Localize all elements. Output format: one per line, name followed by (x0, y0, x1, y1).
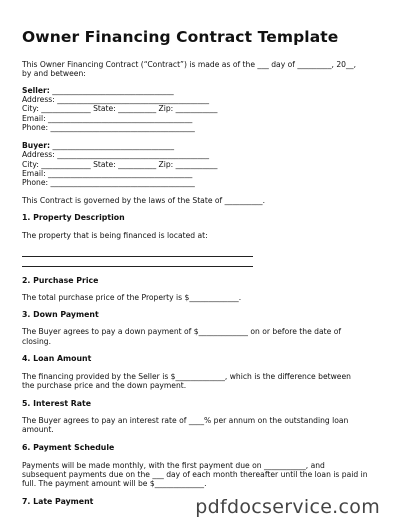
governing-law: This Contract is governed by the laws of the State of __________. (22, 196, 266, 205)
section-3-line-1: The Buyer agrees to pay a down payment of $_____________ on or before the date of (22, 327, 342, 336)
section-heading-property-description: 1. Property Description (22, 213, 125, 222)
section-6-line-2: subsequent payments due on the ___ day of each month thereafter until the loan is paid in (22, 470, 368, 479)
seller-address: Address: ________________________________________ (22, 95, 210, 104)
intro-line-1: This Owner Financing Contract (“Contract”) is made as of the ___ day of _________, 20__, (22, 60, 357, 69)
seller-name-row (22, 86, 174, 95)
section-1-line-1: The property that is being financed is located at: (22, 231, 208, 240)
buyer-email: Email: ______________________________________ (22, 169, 193, 178)
buyer-name-blank: ________________________________ (52, 141, 174, 150)
section-heading-down-payment: 3. Down Payment (22, 310, 99, 319)
seller-label: Seller: (22, 86, 50, 95)
section-heading-loan-amount: 4. Loan Amount (22, 354, 92, 363)
seller-email: Email: ______________________________________ (22, 114, 193, 123)
section-2-line-1: The total purchase price of the Property is $_____________. (22, 293, 242, 302)
property-address-blank-1 (22, 256, 253, 257)
buyer-name-row (22, 141, 174, 150)
intro-line-2: by and between: (22, 69, 86, 78)
section-heading-purchase-price: 2. Purchase Price (22, 276, 99, 285)
section-6-line-1: Payments will be made monthly, with the first payment due on ___________, and (22, 461, 325, 470)
seller-city-state-zip: City: _____________ State: __________ Zip: ___________ (22, 104, 218, 113)
section-6-line-3: full. The payment amount will be $_____________. (22, 479, 207, 488)
watermark: pdfdocservice.com (195, 496, 380, 518)
buyer-city-state-zip: City: _____________ State: __________ Zip: ___________ (22, 160, 218, 169)
section-heading-late-payment: 7. Late Payment (22, 497, 94, 506)
section-4-line-1: The financing provided by the Seller is $_____________, which is the difference between (22, 372, 351, 381)
document-title: Owner Financing Contract Template (22, 28, 339, 46)
section-4-line-2: the purchase price and the down payment. (22, 381, 187, 390)
section-5-line-1: The Buyer agrees to pay an interest rate of ____% per annum on the outstanding loan (22, 416, 349, 425)
buyer-phone: Phone: ______________________________________ (22, 178, 195, 187)
section-5-line-2: amount. (22, 425, 54, 434)
section-heading-interest-rate: 5. Interest Rate (22, 399, 92, 408)
property-address-blank-2 (22, 266, 253, 267)
section-3-line-2: closing. (22, 337, 52, 346)
buyer-address: Address: ________________________________________ (22, 150, 210, 159)
seller-name-blank: ________________________________ (52, 86, 174, 95)
section-heading-payment-schedule: 6. Payment Schedule (22, 443, 115, 452)
buyer-label: Buyer: (22, 141, 51, 150)
seller-phone: Phone: ______________________________________ (22, 123, 195, 132)
